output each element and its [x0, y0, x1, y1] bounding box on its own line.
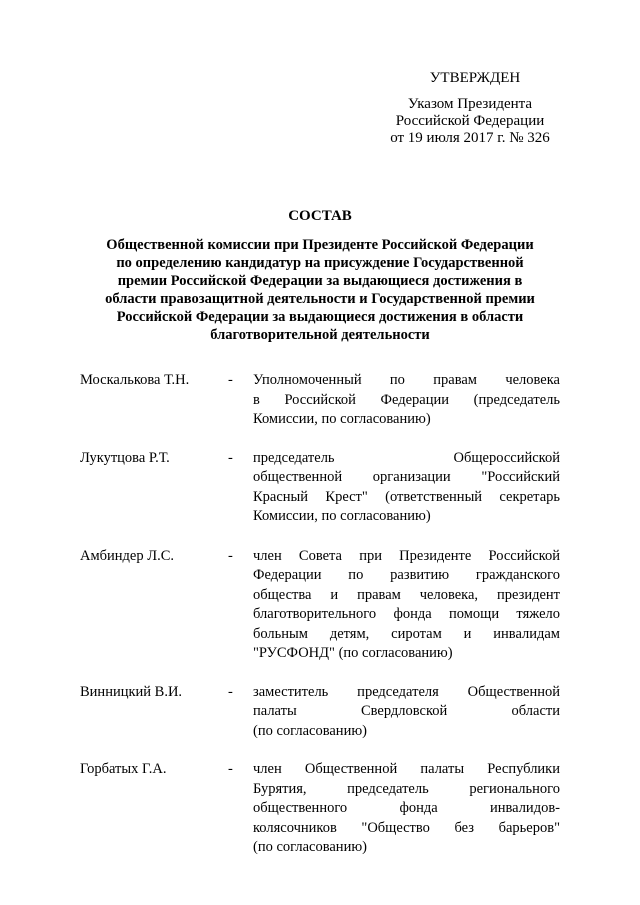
document-subtitle — [80, 236, 560, 344]
member-dash: - — [228, 683, 233, 700]
description-line: общественного фонда инвалидов- — [253, 800, 560, 816]
member-list — [80, 371, 560, 858]
approval-country-line: Российской Федерации — [395, 113, 545, 129]
description-line: колясочников "Общество без барьеров" — [253, 819, 560, 836]
member-dash: - — [228, 372, 233, 388]
subtitle-line: Российской Федерации за выдающиеся достижения в области — [116, 309, 524, 325]
description-line: председатель Общероссийской — [253, 449, 560, 466]
description-line: (по согласованию) — [253, 839, 367, 855]
description-line: в Российской Федерации (председатель — [253, 391, 560, 408]
description-line: Бурятия, председатель регионального — [253, 780, 560, 797]
description-line: палаты Свердловской области — [253, 703, 560, 719]
approval-decree-line: Указом Президента — [407, 96, 533, 112]
description-line: общества и правам человека, президент — [253, 586, 560, 603]
document-title: СОСТАВ — [288, 208, 352, 224]
member-row — [80, 683, 560, 742]
approval-heading: УТВЕРЖДЕН — [429, 70, 521, 86]
member-description — [253, 371, 560, 430]
member-name: Лукутцова Р.Т. — [80, 449, 170, 466]
member-row — [80, 760, 560, 858]
member-description — [253, 449, 560, 527]
description-line: Красный Крест" (ответственный секретарь — [253, 488, 560, 505]
member-dash: - — [228, 761, 233, 777]
description-line: благотворительного фонда помощи тяжело — [253, 606, 560, 622]
description-line: Комиссии, по согласованию) — [253, 411, 431, 427]
approval-block — [370, 70, 570, 147]
member-name: Москалькова Т.Н. — [80, 372, 190, 388]
subtitle-line: Общественной комиссии при Президенте Российской Федерации — [106, 237, 534, 253]
description-line: член Общественной палаты Республики — [253, 761, 560, 777]
description-line: заместитель председателя Общественной — [253, 683, 560, 700]
description-line: "РУСФОНД" (по согласованию) — [253, 645, 453, 661]
description-line: (по согласованию) — [253, 722, 367, 739]
description-line: Федерации по развитию гражданского — [253, 567, 560, 583]
member-dash: - — [228, 449, 233, 466]
subtitle-line: премии Российской Федерации за выдающиеся достижения в — [117, 273, 523, 289]
member-name: Винницкий В.И. — [80, 683, 183, 700]
description-line: Уполномоченный по правам человека — [253, 372, 560, 388]
member-name: Горбатых Г.А. — [80, 761, 167, 777]
approval-date-line: от 19 июля 2017 г. № 326 — [390, 130, 550, 146]
member-row — [80, 371, 560, 430]
description-line: больным детям, сиротам и инвалидам — [253, 625, 560, 642]
member-row — [80, 547, 560, 664]
member-dash: - — [228, 547, 233, 564]
member-description — [253, 760, 560, 858]
description-line: общественной организации "Российский — [253, 469, 560, 485]
member-description — [253, 683, 560, 742]
member-description — [253, 547, 560, 664]
subtitle-line: области правозащитной деятельности и Государственной премии — [105, 291, 535, 307]
subtitle-line: по определению кандидатур на присуждение Государственной — [116, 255, 524, 271]
description-line: член Совета при Президенте Российской — [253, 547, 560, 564]
description-line: Комиссии, по согласованию) — [253, 508, 431, 524]
member-row — [80, 449, 560, 527]
member-name: Амбиндер Л.С. — [80, 547, 174, 564]
subtitle-line: благотворительной деятельности — [210, 327, 430, 343]
